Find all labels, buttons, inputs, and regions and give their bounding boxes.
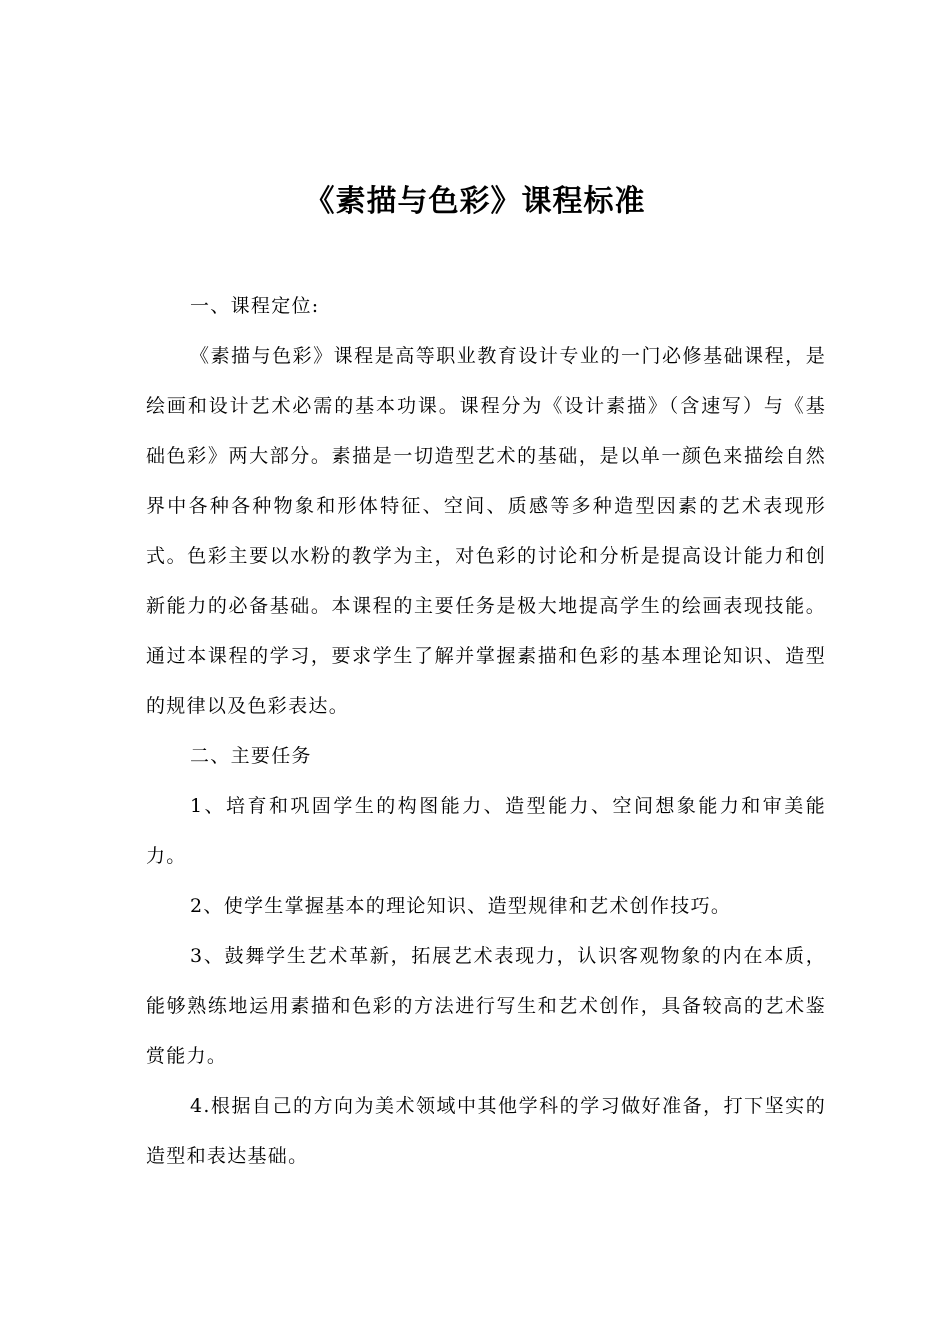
task-item-2: 2、使学生掌握基本的理论知识、造型规律和艺术创作技巧。 [190,895,732,917]
task-item-4: 4.根据自己的方向为美术领域中其他学科的学习做好准备，打下坚实的造型和表达基础。 [146,1095,826,1167]
task-item-3: 3、鼓舞学生艺术革新，拓展艺术表现力，认识客观物象的内在本质，能够熟练地运用素描和色彩的方法进行写生和艺术创作，具备较高的艺术鉴赏能力。 [146,945,826,1067]
paragraph-course-positioning: 《素描与色彩》课程是高等职业教育设计专业的一门必修基础课程，是绘画和设计艺术必需的基本功课。课程分为《设计素描》（含速写）与《基础色彩》两大部分。素描是一切造型艺术的基础，是以单一颜色来描绘自然界中各种各种物象和形体特征、空间、质感等多种造型因素的艺术表现形式。色彩主要以水粉的教学为主，对色彩的讨论和分析是提高设计能力和创新能力的必备基础。本课程的主要任务是极大地提高学生的绘画表现技能。通过本课程的学习，要求学生了解并掌握素描和色彩的基本理论知识、造型的规律以及色彩表达。 [146,345,826,717]
task-item-1: 1、培育和巩固学生的构图能力、造型能力、空间想象能力和审美能力。 [146,795,826,867]
document-title: 《素描与色彩》课程标准 [304,184,646,219]
section-heading-main-tasks: 二、主要任务 [190,745,312,767]
section-heading-positioning: 一、课程定位: [190,295,320,317]
document-body [146,281,826,1181]
